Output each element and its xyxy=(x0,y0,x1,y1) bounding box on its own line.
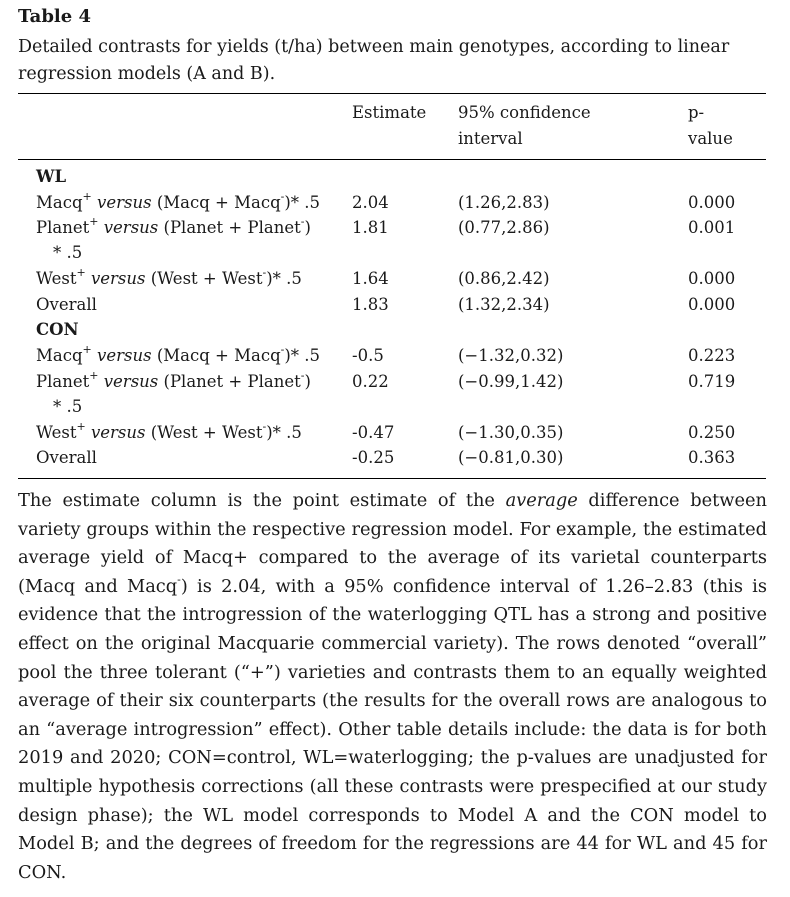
overall-label: Overall xyxy=(36,295,97,314)
header-ci-line2: interval xyxy=(458,129,523,148)
header-p-line2: value xyxy=(688,129,733,148)
ci-cell: (−1.30,0.35) xyxy=(458,423,564,442)
estimate-cell: -0.47 xyxy=(352,423,395,442)
row-label: West+ versus (West + West-)* .5 xyxy=(36,265,302,288)
p-value-cell: 0.719 xyxy=(688,372,736,391)
header-estimate: Estimate xyxy=(352,103,427,122)
estimate-cell: 0.22 xyxy=(352,372,389,391)
header-p xyxy=(688,100,733,152)
estimate-cell: -0.5 xyxy=(352,346,384,365)
header-ci-line1: 95% confidence xyxy=(458,103,591,122)
p-value-cell: 0.000 xyxy=(688,269,736,288)
row-label-continuation: * .5 xyxy=(53,397,83,416)
p-value-cell: 0.363 xyxy=(688,448,736,467)
ci-cell: (−0.99,1.42) xyxy=(458,372,564,391)
table-caption: Detailed contrasts for yields (t/ha) between main genotypes, according to linear regression models (A and B). xyxy=(18,37,730,84)
bottom-rule xyxy=(18,478,766,479)
row-label: Planet+ versus (Planet + Planet-) xyxy=(36,368,311,391)
table-footnote: The estimate column is the point estimate of the average difference between variety groups within the respective regression model. For example, the estimated average yield of Macq+ compared to the average of its varietal counterparts (Macq and Macq-) is 2.04, with a 95% confidence interval of 1.26–2.83 (this is evidence that the introgression of the waterlogging QTL has a strong and positive effect on the original Macquarie commercial variety). The rows denoted “overall” pool the three tolerant (“+”) varieties and contrasts them to an equally weighted average of their six counterparts (the results for the overall rows are analogous to an “average introgression” effect). Other table details include: the data is for both 2019 and 2020; CON=control, WL=waterlogging; the p-values are unadjusted for multiple hypothesis corrections (all these contrasts were prespecified at our study design phase); the WL model corresponds to Model A and the CON model to Model B; and the degrees of freedom for the regressions are 44 for WL and 45 for CON. xyxy=(18,490,767,883)
p-value-cell: 0.250 xyxy=(688,423,736,442)
header-p-line1: p- xyxy=(688,103,705,122)
group-label-con: CON xyxy=(36,320,79,339)
row-label: Macq+ versus (Macq + Macq-)* .5 xyxy=(36,342,321,365)
ci-cell: (1.32,2.34) xyxy=(458,295,550,314)
header-rule xyxy=(18,159,766,160)
ci-cell: (−1.32,0.32) xyxy=(458,346,564,365)
ci-cell: (−0.81,0.30) xyxy=(458,448,564,467)
p-value-cell: 0.001 xyxy=(688,218,736,237)
group-label-wl: WL xyxy=(36,167,67,186)
row-label: West+ versus (West + West-)* .5 xyxy=(36,419,302,442)
row-label-continuation: * .5 xyxy=(53,243,83,262)
p-value-cell: 0.223 xyxy=(688,346,736,365)
p-value-cell: 0.000 xyxy=(688,295,736,314)
row-label: Macq+ versus (Macq + Macq-)* .5 xyxy=(36,189,321,212)
ci-cell: (1.26,2.83) xyxy=(458,193,550,212)
top-rule xyxy=(18,93,766,94)
table-label: Table 4 xyxy=(18,6,92,27)
ci-cell: (0.77,2.86) xyxy=(458,218,550,237)
estimate-cell: -0.25 xyxy=(352,448,395,467)
estimate-cell: 1.64 xyxy=(352,269,389,288)
estimate-cell: 1.83 xyxy=(352,295,389,314)
row-label: Planet+ versus (Planet + Planet-) xyxy=(36,214,311,237)
p-value-cell: 0.000 xyxy=(688,193,736,212)
ci-cell: (0.86,2.42) xyxy=(458,269,550,288)
overall-label: Overall xyxy=(36,448,97,467)
estimate-cell: 2.04 xyxy=(352,193,389,212)
estimate-cell: 1.81 xyxy=(352,218,389,237)
header-ci xyxy=(458,100,591,152)
